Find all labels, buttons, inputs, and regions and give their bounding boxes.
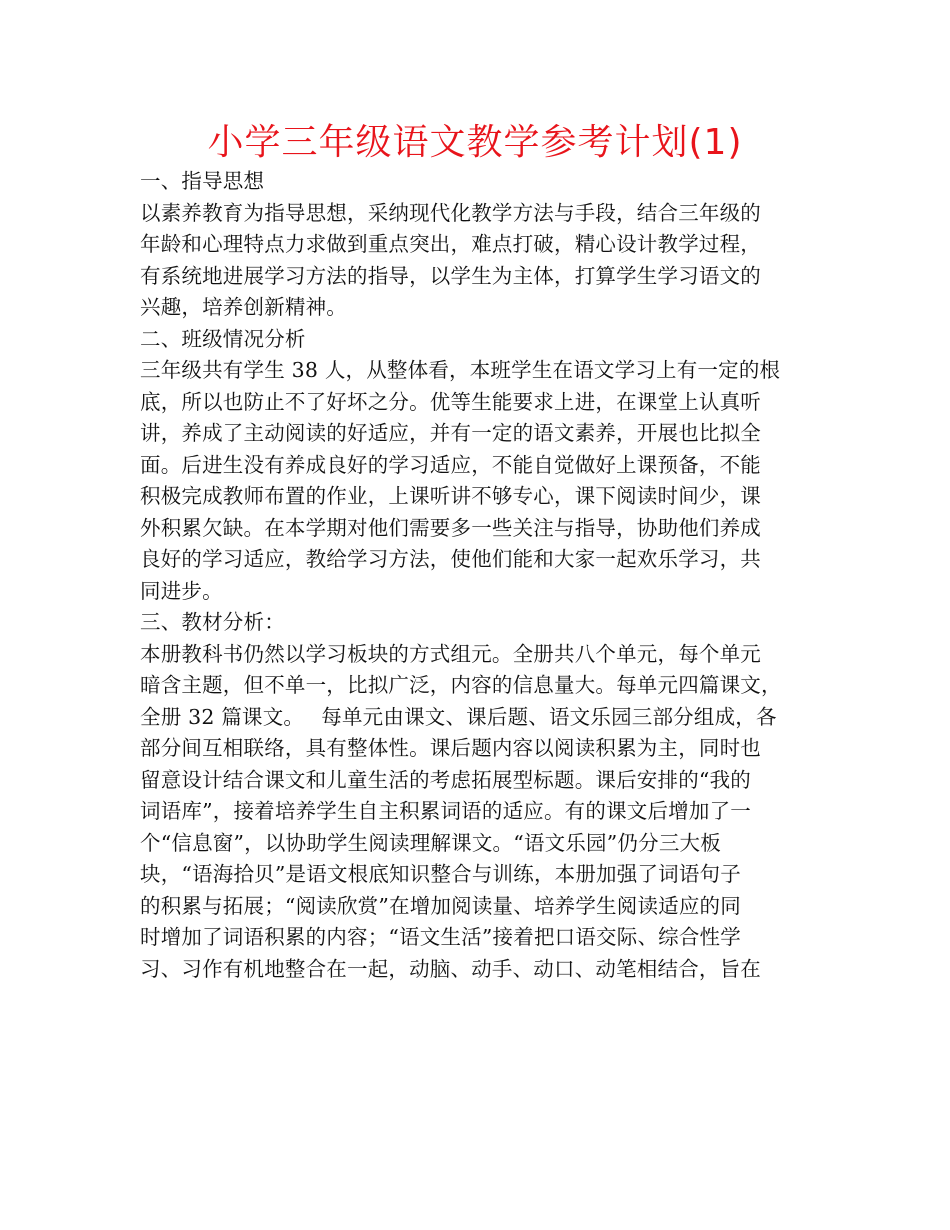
paragraph-line: 底，所以也防止不了好坏之分。优等生能要求上进，在课堂上认真听 (140, 389, 761, 414)
paragraph-line: 良好的学习适应，教给学习方法，使他们能和大家一起欢乐学习，共 (140, 547, 761, 571)
section-heading: 二、班级情况分析 (140, 326, 306, 351)
paragraph-line: 本册教科书仍然以学习板块的方式组元。全册共八个单元，每个单元 (140, 641, 761, 666)
paragraph-line: 有系统地进展学习方法的指导，以学生为主体，打算学生学习语文的 (140, 263, 761, 288)
paragraph-line: 兴趣，培养创新精神。 (140, 295, 347, 319)
paragraph-line: 时增加了词语积累的内容；“语文生活”接着把口语交际、综合性学 (140, 925, 741, 949)
section-heading: 一、指导思想 (140, 169, 265, 193)
paragraph-line: 以素养教育为指导思想，采纳现代化教学方法与手段，结合三年级的 (140, 200, 761, 225)
paragraph-line: 外积累欠缺。在本学期对他们需要多一些关注与指导，协助他们养成 (140, 515, 761, 540)
paragraph-line: 个“信息窗”，以协助学生阅读理解课文。“语文乐园”仍分三大板 (140, 830, 721, 855)
paragraph-line: 同进步。 (140, 578, 223, 603)
paragraph-line: 习、习作有机地整合在一起，动脑、动手、动口、动笔相结合，旨在 (140, 956, 761, 981)
document-body (140, 166, 815, 985)
paragraph-line: 暗含主题，但不单一，比拟广泛，内容的信息量大。每单元四篇课文， (140, 673, 782, 697)
paragraph-line: 词语库”，接着培养学生自主积累词语的适应。有的课文后增加了一 (140, 799, 751, 823)
paragraph-line: 面。后进生没有养成良好的学习适应，不能自觉做好上课预备，不能 (140, 452, 761, 477)
paragraph-line: 的积累与拓展；“阅读欣赏”在增加阅读量、培养学生阅读适应的同 (140, 893, 741, 918)
section-heading: 三、教材分析： (140, 610, 285, 634)
paragraph-line: 全册 32 篇课文。 每单元由课文、课后题、语文乐园三部分组成，各 (140, 704, 777, 729)
paragraph-line: 三年级共有学生 38 人，从整体看，本班学生在语文学习上有一定的根 (140, 358, 781, 382)
paragraph-line: 积极完成教师布置的作业，上课听讲不够专心，课下阅读时间少，课 (140, 484, 761, 508)
paragraph-line: 年龄和心理特点力求做到重点突出，难点打破，精心设计教学过程， (140, 232, 761, 256)
paragraph-line: 块，“语海拾贝”是语文根底知识整合与训练，本册加强了词语句子 (140, 862, 741, 886)
paragraph-line: 讲，养成了主动阅读的好适应，并有一定的语文素养，开展也比拟全 (140, 421, 761, 445)
paragraph-line: 部分间互相联络，具有整体性。课后题内容以阅读积累为主，同时也 (140, 736, 761, 760)
paragraph-line: 留意设计结合课文和儿童生活的考虑拓展型标题。课后安排的“我的 (140, 767, 751, 792)
document-title: 小学三年级语文教学参考计划(1) (207, 122, 743, 163)
